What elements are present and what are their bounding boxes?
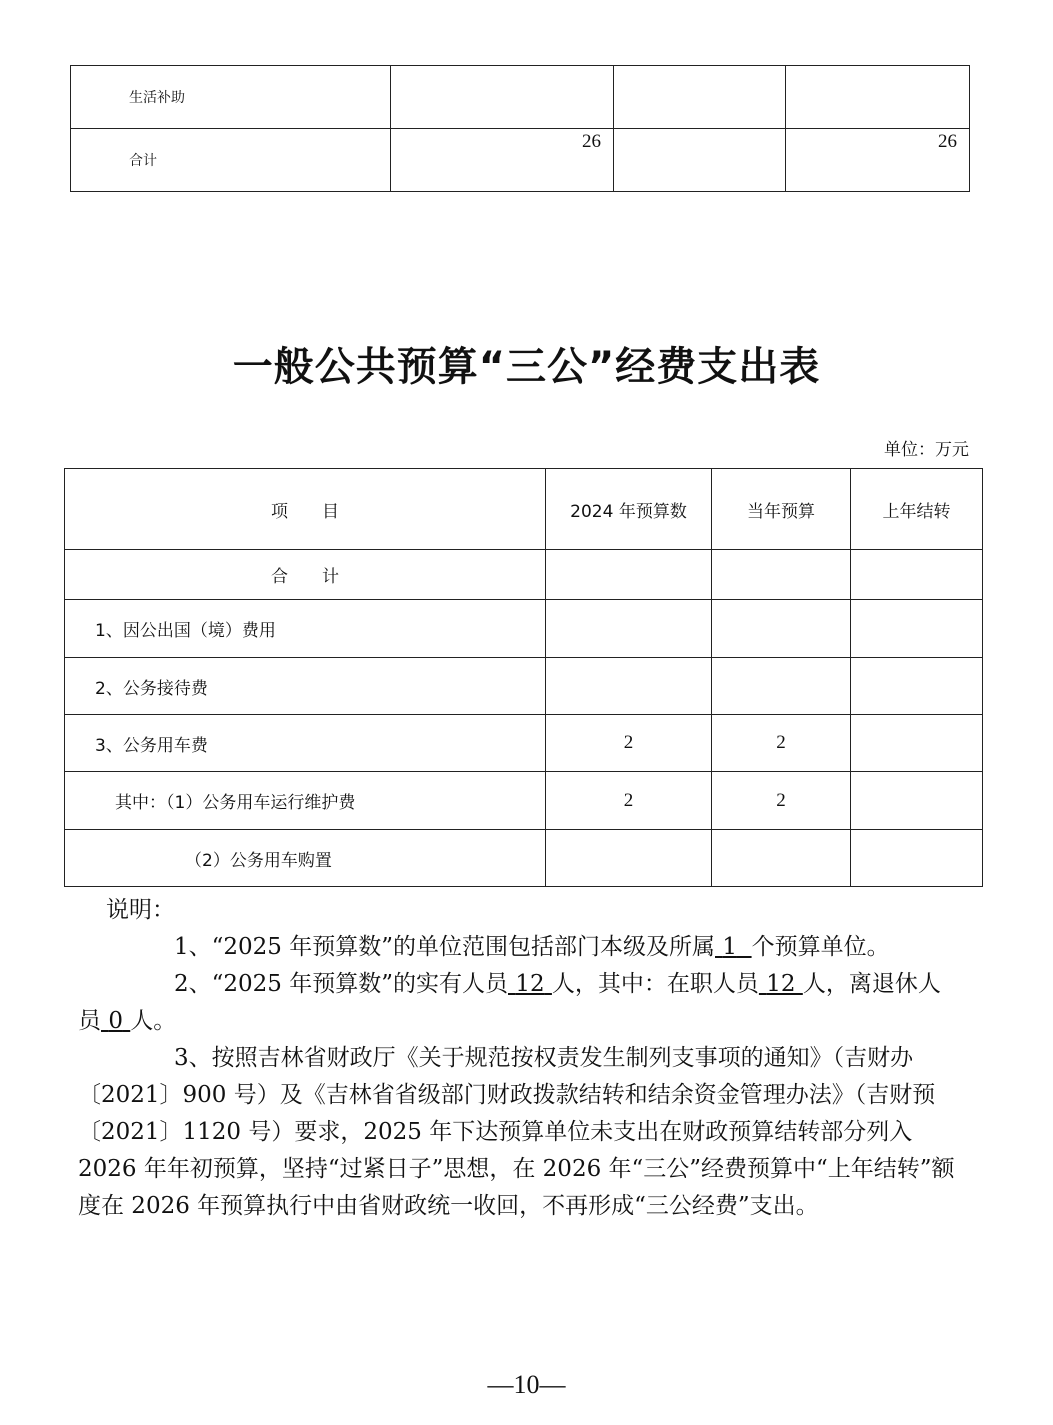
row-label: 合计 <box>71 129 391 192</box>
cell-value <box>614 129 786 192</box>
note-3: 3、按照吉林省财政厅《关于规范按权责发生制列支事项的通知》（吉财办〔2021〕900 号）及《吉林省省级部门财政拨款结转和结余资金管理办法》（吉财预〔2021〕1120 号）要求，2025 年下达预算单位未支出在财政预算结转部分列入 2026 年年初预算，坚持“过紧日子”思想，在 2026 年“三公”经费预算中“上年结转”额度在 2026 年预算执行中由省财政统一收回，不再形成“三公经费”支出。 <box>78 1045 955 1219</box>
cell-budget-2024 <box>546 600 712 658</box>
note-2-total <box>508 971 552 997</box>
cell-current: 2 <box>712 772 851 830</box>
notes-section <box>78 892 970 1225</box>
row-label: 3、公务用车费 <box>65 715 546 772</box>
header-current: 当年预算 <box>712 469 851 550</box>
note-2-text-b: 人，其中：在职人员 <box>551 971 759 997</box>
note-1-units <box>715 934 752 960</box>
expense-table <box>64 468 983 887</box>
note-2-active <box>759 971 803 997</box>
table-row <box>65 830 983 887</box>
cell-budget-2024 <box>546 658 712 715</box>
cell-current <box>712 658 851 715</box>
header-item: 项 目 <box>65 469 546 550</box>
unit-label: 单位：万元 <box>884 440 969 460</box>
table-row <box>65 658 983 715</box>
cell-carryover <box>851 830 983 887</box>
cell-value <box>614 66 786 129</box>
cell-budget-2024: 2 <box>546 715 712 772</box>
table-row <box>71 129 970 192</box>
cell-budget-2024 <box>546 550 712 600</box>
cell-value <box>391 66 614 129</box>
table-header-row <box>65 469 983 550</box>
table-row <box>65 600 983 658</box>
table-row <box>65 715 983 772</box>
note-2-retired-value: 0 <box>108 1008 123 1034</box>
notes-heading: 说明： <box>106 897 175 923</box>
cell-carryover <box>851 600 983 658</box>
cell-budget-2024: 2 <box>546 772 712 830</box>
cell-current <box>712 830 851 887</box>
note-1-units-value: 1 <box>722 934 737 960</box>
row-label: 生活补助 <box>71 66 391 129</box>
table-row <box>65 772 983 830</box>
cell-carryover <box>851 772 983 830</box>
cell-value: 26 <box>786 129 970 192</box>
row-label: 2、公务接待费 <box>65 658 546 715</box>
note-1 <box>78 929 970 966</box>
note-2-text-d: 人。 <box>130 1008 177 1034</box>
cell-carryover <box>851 715 983 772</box>
note-2-active-value: 12 <box>766 971 796 997</box>
row-label: 1、因公出国（境）费用 <box>65 600 546 658</box>
cell-budget-2024 <box>546 830 712 887</box>
cell-carryover <box>851 550 983 600</box>
cell-value: 26 <box>391 129 614 192</box>
note-2-retired <box>101 1008 130 1034</box>
note-2-total-value: 12 <box>515 971 545 997</box>
cell-value <box>786 66 970 129</box>
row-label: 合 计 <box>65 550 546 600</box>
cell-current: 2 <box>712 715 851 772</box>
cell-current <box>712 600 851 658</box>
note-1-text-b: 个预算单位。 <box>751 934 890 960</box>
row-label: 其中：（1）公务用车运行维护费 <box>65 772 546 830</box>
note-1-text-a: 1、“2025 年预算数”的单位范围包括部门本级及所属 <box>174 934 715 960</box>
page-number: —10— <box>487 1370 566 1399</box>
header-budget-2024: 2024 年预算数 <box>546 469 712 550</box>
table-row <box>71 66 970 129</box>
note-2-text-a: 2、“2025 年预算数”的实有人员 <box>174 971 508 997</box>
page-title: 一般公共预算“三公”经费支出表 <box>232 344 821 390</box>
row-label: （2）公务用车购置 <box>65 830 546 887</box>
cell-current <box>712 550 851 600</box>
note-2 <box>78 966 970 1040</box>
top-table <box>70 65 970 192</box>
table-row <box>65 550 983 600</box>
note-2-text-c: 人，离退休人员 <box>78 971 941 1034</box>
header-carryover: 上年结转 <box>851 469 983 550</box>
cell-carryover <box>851 658 983 715</box>
